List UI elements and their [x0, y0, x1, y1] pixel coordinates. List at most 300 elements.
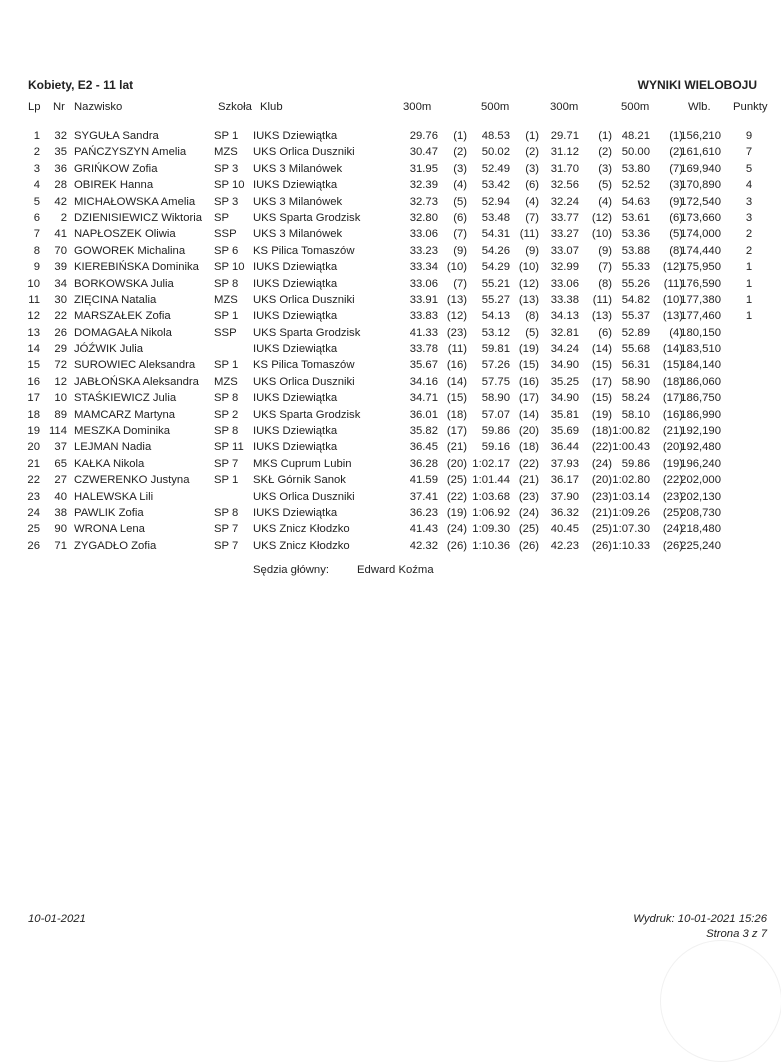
cell-time-500m-2: 55.26	[621, 277, 650, 290]
cell-nr: 22	[54, 310, 67, 323]
cell-club: SKŁ Górnik Sanok	[253, 474, 346, 487]
cell-time-300m-2: 33.06	[550, 277, 579, 290]
cell-school: MZS	[214, 293, 238, 306]
cell-time-500m-2: 55.33	[621, 261, 650, 274]
cell-time-300m-1: 33.83	[409, 310, 438, 323]
cell-time-500m-2: 54.82	[621, 293, 650, 306]
cell-lp: 6	[33, 211, 40, 224]
cell-time-300m-1: 33.78	[409, 343, 438, 356]
cell-name: DZIENISIEWICZ Wiktoria	[74, 211, 203, 224]
cell-rank-300m-2: (18)	[591, 425, 612, 438]
cell-name: MESZKA Dominika	[74, 425, 171, 438]
cell-time-500m-1: 54.31	[481, 228, 510, 241]
cell-rank-300m-2: (1)	[598, 130, 612, 142]
cell-rank-300m-1: (9)	[453, 244, 467, 257]
cell-rank-500m-1: (9)	[525, 244, 539, 257]
table-row	[0, 196, 781, 212]
cell-name: PAŃCZYSZYN Amelia	[74, 146, 187, 159]
cell-time-500m-1: 48.53	[481, 130, 510, 142]
cell-time-300m-1: 34.16	[409, 375, 438, 388]
cell-school: SP 7	[214, 539, 239, 552]
cell-nr: 71	[54, 539, 67, 552]
cell-time-300m-2: 33.77	[550, 211, 579, 224]
cell-rank-300m-1: (10)	[446, 261, 467, 274]
cell-school: SP 3	[214, 195, 239, 208]
cell-rank-500m-1: (8)	[525, 310, 539, 323]
cell-club: UKS Sparta Grodzisk	[253, 408, 361, 421]
cell-rank-300m-1: (13)	[446, 293, 467, 306]
cell-rank-300m-1: (20)	[446, 457, 467, 470]
cell-rank-500m-1: (18)	[518, 441, 539, 454]
cell-club: IUKS Dziewiątka	[253, 441, 338, 454]
cell-wlb: 183,510	[680, 343, 721, 356]
cell-lp: 17	[27, 392, 40, 405]
cell-school: SP 10	[214, 179, 245, 192]
cell-time-500m-1: 55.27	[481, 293, 510, 306]
cell-time-300m-2: 35.69	[550, 425, 579, 438]
cell-rank-500m-1: (25)	[518, 523, 539, 536]
cell-name: ZIĘCINA Natalia	[74, 293, 157, 306]
cell-rank-500m-2: (18)	[662, 375, 683, 388]
cell-time-300m-2: 34.90	[550, 392, 579, 405]
cell-school: SP 3	[214, 162, 239, 175]
cell-rank-300m-2: (10)	[591, 228, 612, 241]
cell-time-500m-1: 52.94	[481, 195, 510, 208]
cell-school: SP	[214, 211, 230, 224]
cell-rank-300m-1: (17)	[446, 425, 467, 438]
cell-time-300m-1: 33.23	[409, 244, 438, 257]
cell-points: 7	[745, 146, 753, 159]
cell-time-500m-2: 50.00	[621, 146, 650, 159]
table-row	[0, 179, 781, 195]
cell-name: KAŁKA Nikola	[74, 457, 145, 470]
cell-wlb: 192,480	[680, 441, 721, 454]
table-row	[0, 343, 781, 359]
cell-nr: 72	[54, 359, 67, 372]
cell-rank-500m-1: (15)	[518, 359, 539, 372]
cell-lp: 5	[33, 195, 40, 208]
cell-time-300m-1: 31.95	[409, 162, 438, 175]
cell-name: JABŁOŃSKA Aleksandra	[74, 375, 199, 388]
cell-points: 2	[745, 228, 753, 241]
cell-points: 5	[745, 162, 753, 175]
cell-wlb: 173,660	[680, 211, 721, 224]
cell-wlb: 202,130	[680, 490, 721, 503]
cell-time-300m-2: 36.44	[550, 441, 579, 454]
cell-wlb: 161,610	[680, 146, 721, 159]
cell-time-500m-1: 57.75	[481, 375, 510, 388]
cell-rank-300m-1: (16)	[446, 359, 467, 372]
cell-rank-300m-2: (20)	[591, 474, 612, 487]
cell-lp: 24	[27, 506, 40, 519]
cell-club: UKS Znicz Kłodzko	[253, 539, 350, 552]
cell-lp: 1	[33, 130, 40, 142]
cell-rank-500m-2: (23)	[662, 490, 683, 503]
cell-lp: 18	[27, 408, 40, 421]
cell-rank-500m-1: (24)	[518, 506, 539, 519]
cell-rank-500m-2: (26)	[662, 539, 683, 552]
cell-name: MARSZAŁEK Zofia	[74, 310, 171, 323]
cell-club: UKS Znicz Kłodzko	[253, 523, 350, 536]
cell-school: SP 8	[214, 506, 239, 519]
cell-rank-500m-2: (4)	[669, 326, 683, 339]
col-points: Punkty	[733, 101, 768, 113]
cell-school: SP 7	[214, 523, 239, 536]
cell-school: SP 8	[214, 392, 239, 405]
cell-time-300m-2: 31.12	[550, 146, 579, 159]
cell-club: UKS Orlica Duszniki	[253, 375, 355, 388]
cell-time-300m-1: 32.39	[409, 179, 438, 192]
cell-time-300m-1: 37.41	[409, 490, 438, 503]
cell-rank-500m-1: (23)	[518, 490, 539, 503]
cell-time-300m-1: 42.32	[409, 539, 438, 552]
cell-time-500m-2: 55.37	[621, 310, 650, 323]
table-row	[0, 507, 781, 523]
cell-lp: 13	[27, 326, 40, 339]
cell-rank-500m-1: (13)	[518, 293, 539, 306]
cell-school: SP 1	[214, 130, 239, 142]
cell-time-500m-2: 1:02.80	[612, 474, 650, 487]
cell-nr: 26	[54, 326, 67, 339]
cell-rank-500m-2: (20)	[662, 441, 683, 454]
cell-time-500m-2: 1:00.82	[612, 425, 650, 438]
document-title: WYNIKI WIELOBOJU	[637, 78, 757, 92]
category-title: Kobiety, E2 - 11 lat	[28, 78, 134, 92]
cell-time-500m-2: 58.24	[621, 392, 650, 405]
cell-rank-300m-2: (22)	[591, 441, 612, 454]
cell-name: SYGUŁA Sandra	[74, 130, 159, 142]
cell-lp: 3	[33, 162, 40, 175]
table-row	[0, 441, 781, 457]
cell-rank-500m-1: (7)	[525, 211, 539, 224]
cell-club: UKS Sparta Grodzisk	[253, 211, 361, 224]
cell-club: IUKS Dziewiątka	[253, 179, 338, 192]
cell-nr: 65	[54, 457, 67, 470]
cell-time-300m-1: 33.06	[409, 277, 438, 290]
cell-time-300m-1: 36.28	[409, 457, 438, 470]
cell-club: IUKS Dziewiątka	[253, 310, 338, 323]
cell-time-300m-2: 36.32	[550, 506, 579, 519]
cell-time-300m-1: 35.82	[409, 425, 438, 438]
cell-rank-500m-1: (20)	[518, 425, 539, 438]
cell-rank-300m-2: (11)	[592, 293, 612, 306]
col-lp: Lp	[28, 101, 41, 113]
cell-club: IUKS Dziewiątka	[253, 343, 338, 356]
cell-rank-300m-1: (23)	[446, 326, 467, 339]
cell-school: MZS	[214, 146, 238, 159]
cell-rank-500m-1: (22)	[518, 457, 539, 470]
judge-label: Sędzia główny:	[253, 564, 329, 576]
cell-school: SP 11	[214, 441, 244, 454]
cell-nr: 36	[54, 162, 67, 175]
cell-time-300m-2: 35.81	[550, 408, 579, 421]
cell-rank-500m-1: (26)	[518, 539, 539, 552]
cell-rank-300m-2: (6)	[598, 326, 612, 339]
col-school: Szkoła	[218, 101, 252, 113]
table-row	[0, 523, 781, 539]
table-row	[0, 310, 781, 326]
cell-nr: 89	[54, 408, 67, 421]
table-row	[0, 294, 781, 310]
cell-lp: 11	[28, 293, 40, 306]
footer-date: 10-01-2021	[28, 913, 86, 925]
table-row	[0, 228, 781, 244]
cell-school: SP 8	[214, 277, 239, 290]
cell-rank-500m-2: (12)	[662, 261, 683, 274]
cell-name: MAMCARZ Martyna	[74, 408, 176, 421]
cell-rank-300m-2: (4)	[598, 195, 612, 208]
cell-wlb: 186,990	[680, 408, 721, 421]
cell-time-300m-1: 36.23	[409, 506, 438, 519]
cell-name: GRIŃKOW Zofia	[74, 162, 158, 175]
cell-rank-300m-1: (7)	[453, 277, 467, 290]
table-row	[0, 278, 781, 294]
cell-rank-500m-1: (10)	[518, 261, 539, 274]
cell-rank-300m-2: (12)	[591, 211, 612, 224]
cell-lp: 9	[33, 261, 40, 274]
cell-wlb: 174,000	[680, 228, 721, 241]
cell-wlb: 218,480	[680, 523, 721, 536]
cell-wlb: 184,140	[680, 359, 721, 372]
cell-time-300m-2: 42.23	[550, 539, 579, 552]
cell-rank-500m-1: (3)	[525, 162, 539, 175]
cell-school: MZS	[214, 375, 238, 388]
footer-page: Strona 3 z 7	[706, 928, 767, 940]
cell-time-500m-1: 54.26	[481, 244, 510, 257]
cell-nr: 34	[54, 277, 67, 290]
cell-wlb: 186,060	[680, 375, 721, 388]
cell-wlb: 196,240	[680, 457, 721, 470]
footer-printed: Wydruk: 10-01-2021 15:26	[633, 913, 767, 925]
cell-nr: 70	[54, 244, 67, 257]
cell-club: IUKS Dziewiątka	[253, 277, 338, 290]
table-row	[0, 261, 781, 277]
cell-wlb: 175,950	[680, 261, 721, 274]
cell-rank-300m-1: (4)	[453, 179, 467, 192]
cell-rank-300m-1: (26)	[446, 539, 467, 552]
cell-name: MICHAŁOWSKA Amelia	[74, 195, 196, 208]
cell-name: KIEREBIŃSKA Dominika	[74, 261, 199, 274]
cell-rank-500m-1: (5)	[525, 326, 539, 339]
col-500m-2: 500m	[621, 101, 650, 113]
table-row	[0, 376, 781, 392]
cell-rank-500m-2: (7)	[669, 162, 683, 175]
cell-club: UKS Sparta Grodzisk	[253, 326, 361, 339]
cell-time-500m-1: 57.07	[481, 408, 510, 421]
cell-rank-500m-1: (2)	[525, 146, 539, 159]
cell-rank-500m-2: (5)	[669, 228, 683, 241]
cell-time-300m-1: 29.76	[409, 130, 438, 142]
cell-time-500m-1: 59.81	[481, 343, 510, 356]
cell-time-500m-2: 59.86	[621, 457, 650, 470]
cell-rank-300m-2: (5)	[598, 179, 612, 192]
cell-time-300m-2: 36.17	[550, 474, 579, 487]
cell-time-300m-1: 35.67	[409, 359, 438, 372]
cell-lp: 15	[27, 359, 40, 372]
cell-rank-300m-1: (19)	[446, 506, 467, 519]
cell-club: MKS Cuprum Lubin	[253, 457, 352, 470]
cell-time-500m-2: 1:07.30	[612, 523, 650, 536]
cell-rank-300m-1: (3)	[453, 162, 467, 175]
cell-rank-500m-2: (22)	[662, 474, 683, 487]
cell-club: IUKS Dziewiątka	[253, 392, 338, 405]
cell-time-300m-1: 33.91	[409, 293, 438, 306]
cell-lp: 16	[27, 375, 40, 388]
cell-points: 1	[745, 293, 753, 306]
cell-rank-300m-1: (1)	[453, 130, 467, 142]
cell-school: SP 8	[214, 425, 239, 438]
table-row	[0, 540, 781, 556]
cell-club: UKS Orlica Duszniki	[253, 146, 355, 159]
cell-time-300m-2: 32.24	[550, 195, 579, 208]
cell-time-300m-2: 35.25	[550, 375, 579, 388]
cell-nr: 35	[54, 146, 67, 159]
cell-wlb: 169,940	[680, 162, 721, 175]
cell-rank-500m-1: (12)	[518, 277, 539, 290]
col-name: Nazwisko	[74, 101, 123, 113]
cell-wlb: 156,210	[680, 130, 721, 142]
cell-rank-300m-2: (24)	[591, 457, 612, 470]
cell-time-300m-2: 34.90	[550, 359, 579, 372]
cell-rank-300m-1: (25)	[446, 474, 467, 487]
cell-time-500m-2: 56.31	[621, 359, 650, 372]
table-row	[0, 163, 781, 179]
cell-wlb: 192,190	[680, 425, 721, 438]
cell-wlb: 186,750	[680, 392, 721, 405]
cell-time-500m-1: 53.48	[481, 211, 510, 224]
cell-time-500m-1: 1:10.36	[472, 539, 510, 552]
cell-name: OBIREK Hanna	[74, 179, 154, 192]
cell-rank-300m-1: (5)	[453, 195, 467, 208]
cell-name: BORKOWSKA Julia	[74, 277, 174, 290]
cell-time-500m-1: 54.13	[481, 310, 510, 323]
cell-rank-300m-1: (24)	[446, 523, 467, 536]
cell-lp: 26	[27, 539, 40, 552]
cell-rank-500m-2: (16)	[662, 408, 683, 421]
cell-points: 9	[745, 130, 753, 142]
cell-rank-500m-2: (9)	[669, 195, 683, 208]
col-wlb: Wlb.	[688, 101, 711, 113]
cell-lp: 14	[27, 343, 40, 356]
table-row	[0, 245, 781, 261]
cell-time-500m-1: 1:06.92	[472, 506, 510, 519]
watermark-arc	[660, 940, 781, 1062]
col-300m-2: 300m	[550, 101, 579, 113]
table-row	[0, 130, 781, 146]
cell-rank-500m-1: (6)	[525, 179, 539, 192]
cell-time-500m-2: 52.52	[621, 179, 650, 192]
judge-name: Edward Koźma	[357, 564, 434, 576]
cell-time-500m-2: 1:00.43	[612, 441, 650, 454]
cell-time-300m-2: 34.13	[550, 310, 579, 323]
table-row	[0, 327, 781, 343]
cell-rank-300m-1: (18)	[446, 408, 467, 421]
table-row	[0, 491, 781, 507]
cell-name: PAWLIK Zofia	[74, 506, 144, 519]
cell-time-300m-2: 33.38	[550, 293, 579, 306]
cell-rank-300m-1: (11)	[447, 343, 467, 356]
cell-school: SSP	[214, 228, 237, 241]
cell-nr: 90	[54, 523, 67, 536]
cell-time-300m-2: 40.45	[550, 523, 579, 536]
cell-wlb: 170,890	[680, 179, 721, 192]
cell-wlb: 172,540	[680, 195, 721, 208]
cell-rank-300m-2: (7)	[598, 261, 612, 274]
cell-time-500m-1: 1:02.17	[472, 457, 510, 470]
cell-time-500m-2: 1:10.33	[612, 539, 650, 552]
cell-time-300m-1: 41.59	[409, 474, 438, 487]
cell-nr: 30	[54, 293, 67, 306]
table-row	[0, 474, 781, 490]
cell-rank-300m-2: (23)	[591, 490, 612, 503]
cell-time-300m-2: 32.56	[550, 179, 579, 192]
cell-rank-300m-2: (21)	[591, 506, 612, 519]
cell-time-300m-2: 37.93	[550, 457, 579, 470]
cell-rank-300m-2: (26)	[591, 539, 612, 552]
cell-nr: 27	[54, 474, 67, 487]
cell-school: SP 1	[214, 359, 239, 372]
cell-name: DOMAGAŁA Nikola	[74, 326, 172, 339]
cell-rank-300m-1: (6)	[453, 211, 467, 224]
cell-rank-500m-2: (21)	[662, 425, 683, 438]
cell-rank-500m-2: (14)	[662, 343, 683, 356]
cell-time-500m-2: 58.90	[621, 375, 650, 388]
cell-time-300m-2: 34.24	[550, 343, 579, 356]
cell-rank-500m-2: (10)	[662, 293, 683, 306]
cell-time-500m-2: 1:03.14	[612, 490, 650, 503]
cell-club: UKS Orlica Duszniki	[253, 293, 355, 306]
cell-rank-500m-1: (16)	[518, 375, 539, 388]
cell-rank-300m-2: (8)	[598, 277, 612, 290]
cell-time-300m-1: 36.45	[409, 441, 438, 454]
table-row	[0, 359, 781, 375]
cell-points: 3	[745, 211, 753, 224]
cell-rank-500m-2: (2)	[669, 146, 683, 159]
cell-nr: 38	[54, 506, 67, 519]
cell-wlb: 208,730	[680, 506, 721, 519]
table-header	[0, 101, 781, 115]
cell-time-500m-1: 1:03.68	[472, 490, 510, 503]
cell-time-500m-1: 52.49	[481, 162, 510, 175]
cell-time-300m-1: 33.06	[409, 228, 438, 241]
cell-club: IUKS Dziewiątka	[253, 130, 338, 142]
cell-club: UKS 3 Milanówek	[253, 195, 343, 208]
table-row	[0, 212, 781, 228]
cell-nr: 41	[54, 228, 67, 241]
cell-time-500m-1: 53.42	[481, 179, 510, 192]
cell-club: UKS 3 Milanówek	[253, 162, 343, 175]
cell-rank-300m-1: (2)	[453, 146, 467, 159]
cell-school: SSP	[214, 326, 237, 339]
cell-school: SP 10	[214, 261, 245, 274]
cell-wlb: 202,000	[680, 474, 721, 487]
cell-time-500m-1: 54.29	[481, 261, 510, 274]
cell-rank-300m-1: (14)	[446, 375, 467, 388]
cell-wlb: 180,150	[680, 326, 721, 339]
col-500m-1: 500m	[481, 101, 510, 113]
cell-rank-500m-2: (6)	[669, 211, 683, 224]
cell-rank-300m-1: (15)	[446, 392, 467, 405]
cell-school: SP 1	[214, 310, 239, 323]
cell-time-300m-1: 36.01	[409, 408, 438, 421]
cell-rank-300m-2: (14)	[591, 343, 612, 356]
table-row	[0, 392, 781, 408]
cell-rank-300m-1: (7)	[453, 228, 467, 241]
cell-name: LEJMAN Nadia	[74, 441, 152, 454]
cell-lp: 7	[33, 228, 40, 241]
cell-name: ZYGADŁO Zofia	[74, 539, 157, 552]
cell-time-500m-2: 48.21	[621, 130, 650, 142]
